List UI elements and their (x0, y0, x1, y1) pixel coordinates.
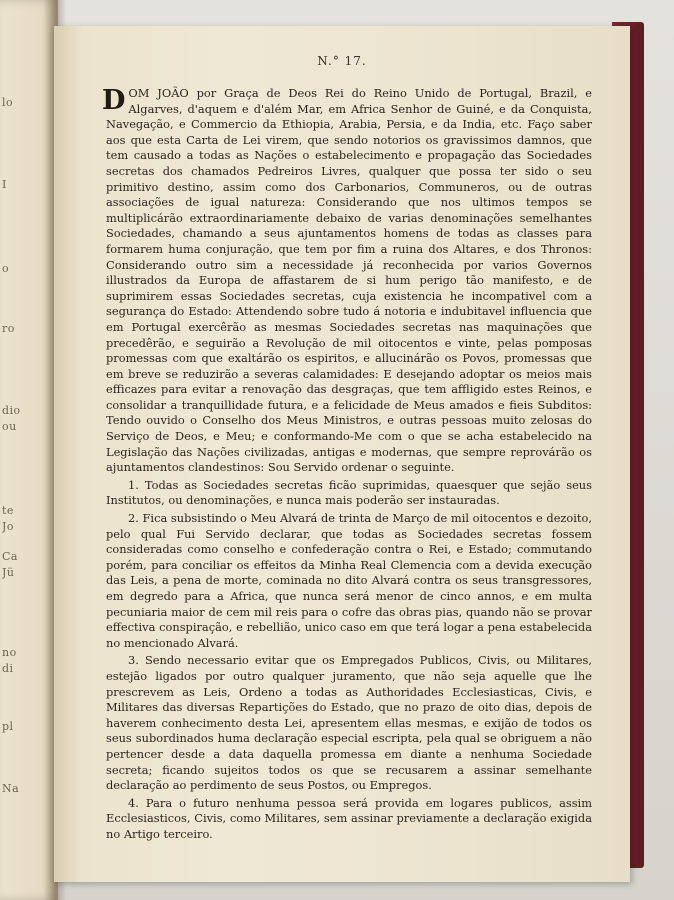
left-page-fragment: dio (2, 404, 21, 417)
page-number: N.° 17. (317, 54, 367, 68)
left-page-fragment: lo (2, 96, 14, 109)
document-page (54, 26, 630, 882)
left-page-fragment: Jo (2, 520, 15, 533)
preamble-text: por Graça de Deos Rei do Reino Unido de Portugal, Brazil, e Algarves, d'aquem e d'além Mar, em Africa Senhor de Guiné, e da Conquista, Navegação, e Commercio da Ethiopia, Arabia, Persia, e da India, etc. Faço saber aos que esta Carta de Lei virem, que sendo notorios os gravissimos damnos, que tem causado a todas as Nações o estabelecimento e propagação das Sociedades secretas dos chamados Pedreiros Livres, qualquer que possa ter sido o seu primitivo destino, assim como dos Carbonarios, Communeros, ou de outras associações de igual natureza: Considerando que nos ultimos tempos se multiplicárão extraordinariamente debaixo de varias denominações semelhantes Sociedades, chamando a seus ajuntamentos homens de todas as classes para formarem huma conjuração, que tem por fim a ruina dos Altares, e dos Thronos: Considerando outro sim a necessidade já reconhecida por varios Governos illustrados da Europa de affastarem de si hum perigo tão manifesto, e de suprimirem essas Sociedades secretas, cuja existencia he incompativel com a segurança do Estado: Attendendo sobre tudo á notoria e indubitavel influencia que em Portugal exercêrão as mesmas Sociedades secretas nas maquinações que precedêrão, e seguirão a Revolução de mil oitocentos e vinte, pelas pomposas promessas com que exaltárão os espiritos, e allucinárão os Povos, promessas que em breve se reduzirão a severas calamidades: E desejando adoptar os meios mais efficazes para evitar a renovação das desgraças, que tem affligido estes Reinos, e consolidar a tranquillidade futura, e a felicidade de Meus amados e fieis Subditos: Tendo ouvido o Conselho dos Meus Ministros, e outras pessoas muito zelosas do Serviço de Deos, e Meu; e conformando-Me com o que se acha estabelecido na Legislação das Nações civilizadas, antigas e modernas, que sempre reprovárão os ajuntamentos clandestinos: Sou Servido ordenar o seguinte. (106, 86, 592, 475)
left-page-fragment: Ca (2, 550, 18, 563)
article-4: 4. Para o futuro nenhuma pessoa será provida em logares publicos, assim Ecclesiasticos, Civis, como Militares, sem assinar previamente a declaração exigida no Artigo terceiro. (106, 795, 592, 841)
body-text (102, 68, 592, 843)
left-page-fragment: o (2, 262, 10, 275)
left-page-fragment: te (2, 504, 14, 517)
left-page-fragment: Na (2, 782, 20, 795)
left-page-fragment: Jü (2, 566, 15, 579)
king-name: OM JOÃO (128, 86, 189, 100)
article-2: 2. Fica subsistindo o Meu Alvará de trinta de Março de mil oitocentos e dezoito, pelo qual Fui Servido declarar, que todas as Sociedades secretas fossem consideradas como conselho e confederação contra o Rei, e Estado; commutando porém, para conciliar os effeitos da Minha Real Clemencia com a devida execução das Leis, a pena de morte, cominada no dito Alvará contra os seus transgressores, em degredo para a Africa, que nunca será menor de cinco annos, e em multa pecuniaria maior de cem mil reis para o cofre das obras pias, quando não se provar effectiva conspiração, e rebellião, unico caso em que terá logar a pena estabelecida no mencionado Alvará. (106, 511, 592, 650)
preamble-paragraph (102, 85, 592, 476)
article-3: 3. Sendo necessario evitar que os Empregados Publicos, Civis, ou Militares, estejão ligados por outro qualquer juramento, que não seja aquelle que lhe prescrevem as Leis, Ordeno a todas as Authoridades Ecclesiasticas, Civis, e Militares das diversas Repartições do Estado, que no prazo de oito dias, depois de haverem conhecimento desta Lei, apresentem ellas mesmas, e exijão de todos os seus subordinados huma declaração especial escripta, pela qual se obriguem a não pertencer desde a data daquella promessa em diante a nenhuma Sociedade secreta; ficando sujeitos todos os que se recusarem a assinar semelhante declaração ao perdimento de seus Postos, ou Empregos. (106, 653, 592, 793)
left-page-fragment: pl (2, 720, 14, 733)
left-page-fragment: ro (2, 322, 15, 335)
left-page-fragment: ou (2, 420, 17, 433)
article-1: 1. Todas as Sociedades secretas ficão suprimidas, quaesquer que sejão seus Institutos, ou denominações, e nunca mais poderão ser instauradas. (106, 477, 592, 508)
left-page-fragment: I (2, 178, 7, 191)
drop-cap: D (102, 85, 126, 116)
left-page-fragment: di (2, 662, 14, 675)
left-page-fragment: no (2, 646, 17, 659)
